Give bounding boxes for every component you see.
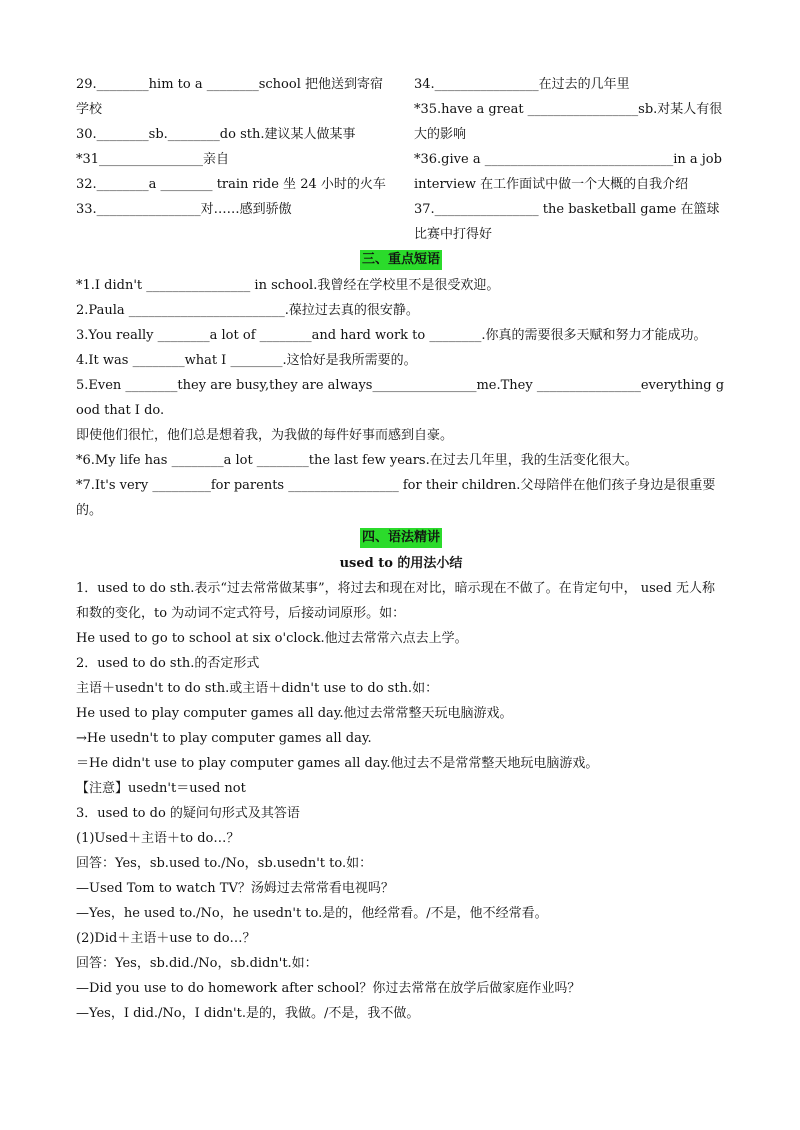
phrase-line: 3.You really ________a lot of ________and hard work to ________.你真的需要很多天赋和努力才能成功。 bbox=[76, 328, 707, 343]
phrase-line: 5.Even ________they are busy,they are always________________me.They ________________everything good that I do. bbox=[76, 378, 725, 418]
right-column bbox=[414, 72, 726, 247]
left-column bbox=[76, 72, 394, 247]
grammar-line: 主语＋usedn't to do sth.或主语＋didn't use to do sth.如： bbox=[76, 681, 439, 696]
grammar-line: 1．used to do sth.表示“过去常常做某事”，将过去和现在对比，暗示现在不做了。在肯定句中， used 无人称和数的变化，to 为动词不定式符号，后接动词原形。如： bbox=[76, 581, 715, 621]
grammar-line: —Did you use to do homework after school？你过去常常在放学后做家庭作业吗？ bbox=[76, 981, 581, 996]
grammar-line: 2．used to do sth.的否定形式 bbox=[76, 656, 260, 671]
note-line: 【注意】usedn't＝used not bbox=[76, 781, 246, 796]
section-4-heading-row bbox=[76, 525, 726, 551]
item-36: *36.give a _____________________________in a job interview 在工作面试中做一个大概的自我介绍 bbox=[414, 152, 722, 192]
grammar-line: ＝He didn't use to play computer games all day.他过去不是常常整天地玩电脑游戏。 bbox=[76, 756, 599, 771]
item-37: 37.________________ the basketball game 在篮球比赛中打得好 bbox=[414, 202, 720, 242]
phrase-line: 即使他们很忙，他们总是想着我，为我做的每件好事而感到自豪。 bbox=[76, 428, 454, 443]
phrase-line: 4.It was ________what I ________.这恰好是我所需要的。 bbox=[76, 353, 417, 368]
grammar-line: 回答：Yes，sb.did./No，sb.didn't.如： bbox=[76, 956, 318, 971]
phrase-line: *6.My life has ________a lot ________the last few years.在过去几年里，我的生活变化很大。 bbox=[76, 453, 638, 468]
item-29: 29.________him to a ________school 把他送到寄宿学校 bbox=[76, 77, 383, 117]
grammar-line: He used to play computer games all day.他过去常常整天玩电脑游戏。 bbox=[76, 706, 513, 721]
grammar-line: —Used Tom to watch TV？汤姆过去常常看电视吗？ bbox=[76, 881, 394, 896]
item-32: 32.________a ________ train ride 坐 24 小时的火车 bbox=[76, 177, 386, 192]
section-3-body bbox=[76, 273, 726, 523]
section-4-heading: 四、语法精讲 bbox=[360, 528, 442, 548]
item-35: *35.have a great _________________sb.对某人有很大的影响 bbox=[414, 102, 723, 142]
phrase-line: *7.It's very _________for parents _________________ for their children.父母陪伴在他们孩子身边是很重要的。 bbox=[76, 478, 716, 518]
section-3-heading-row bbox=[76, 247, 726, 273]
section-4-body bbox=[76, 576, 726, 1026]
grammar-line: He used to go to school at six o'clock.他过去常常六点去上学。 bbox=[76, 631, 468, 646]
grammar-line: (1)Used＋主语＋to do…？ bbox=[76, 831, 240, 846]
item-31: *31________________亲自 bbox=[76, 152, 230, 167]
grammar-line: 3．used to do 的疑问句形式及其答语 bbox=[76, 806, 300, 821]
phrase-line: *1.I didn't ________________ in school.我曾经在学校里不是很受欢迎。 bbox=[76, 278, 500, 293]
grammar-line: —Yes，I did./No，I didn't.是的，我做。/不是，我不做。 bbox=[76, 1006, 420, 1021]
grammar-line: 回答：Yes，sb.used to./No，sb.usedn't to.如： bbox=[76, 856, 373, 871]
grammar-line: (2)Did＋主语＋use to do…？ bbox=[76, 931, 256, 946]
item-34: 34.________________在过去的几年里 bbox=[414, 77, 630, 92]
worksheet-page bbox=[76, 72, 726, 1026]
grammar-line: —Yes，he used to./No，he usedn't to.是的，他经常看。/不是，他不经常看。 bbox=[76, 906, 548, 921]
grammar-line: →He usedn't to play computer games all day. bbox=[76, 731, 372, 746]
item-33: 33.________________对……感到骄傲 bbox=[76, 202, 292, 217]
item-30: 30.________sb.________do sth.建议某人做某事 bbox=[76, 127, 356, 142]
section-3-heading: 三、重点短语 bbox=[360, 250, 442, 270]
vocab-columns bbox=[76, 72, 726, 247]
phrase-line: 2.Paula ________________________.葆拉过去真的很安静。 bbox=[76, 303, 419, 318]
grammar-subtitle: used to 的用法小结 bbox=[339, 556, 463, 571]
